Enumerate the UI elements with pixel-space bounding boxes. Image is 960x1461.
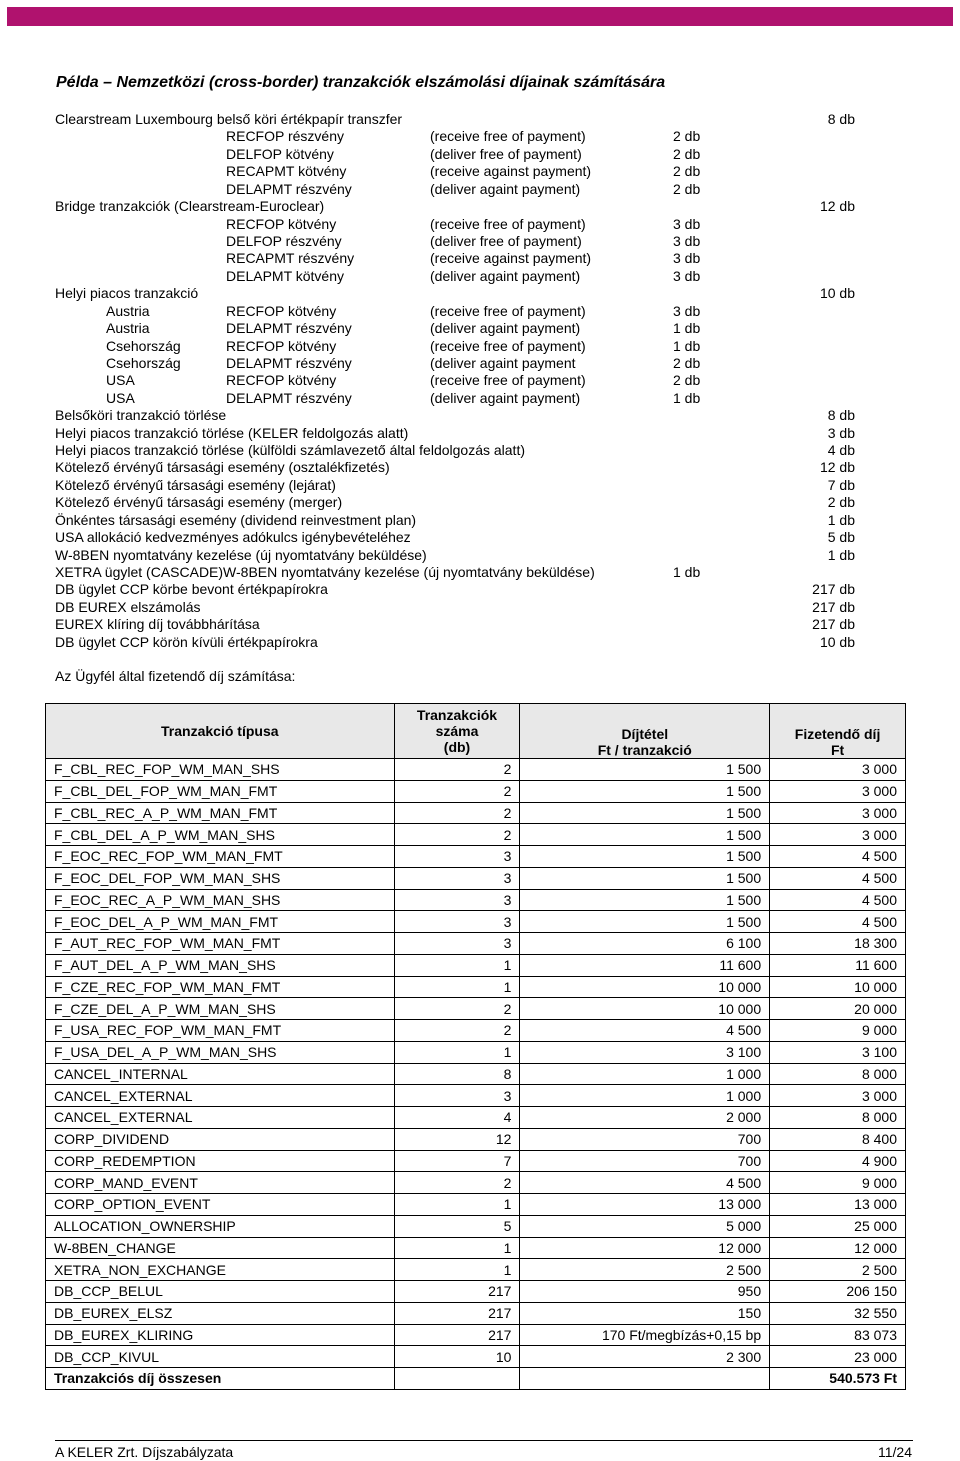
transaction-row <box>0 146 900 163</box>
section-label: Helyi piacos tranzakció <box>55 285 199 302</box>
fee-rate-cell: 2 000 <box>520 1107 770 1129</box>
transaction-label: Kötelező érvényű társasági esemény (lejárat) <box>55 476 336 493</box>
fee-rate-cell: 1 000 <box>520 1063 770 1085</box>
transaction-type-cell: CANCEL_EXTERNAL <box>46 1107 395 1129</box>
transaction-count: 1 db <box>673 337 701 354</box>
header-line: Ft <box>830 742 845 758</box>
fee-rate-cell: 1 500 <box>520 780 770 802</box>
other-transaction-row <box>0 459 900 476</box>
fee-total-row <box>46 1368 906 1390</box>
transaction-description: (deliver againt payment) <box>430 389 581 406</box>
fee-payable-cell: 32 550 <box>770 1302 906 1324</box>
fee-rate-cell: 150 <box>520 1302 770 1324</box>
transaction-count-cell: 217 <box>394 1324 520 1346</box>
section-label: Clearstream Luxembourg belső köri értékpapír transzfer <box>55 111 403 127</box>
transaction-total: 8 db <box>827 407 855 424</box>
fee-rate-cell: 1 500 <box>520 889 770 911</box>
fee-payable-cell: 3 000 <box>770 802 906 824</box>
transaction-type-cell: F_CZE_DEL_A_P_WM_MAN_SHS <box>46 998 395 1020</box>
other-transaction-row <box>0 442 900 459</box>
transaction-type: DELFOP részvény <box>226 232 342 249</box>
transaction-total: 12 db <box>819 459 855 476</box>
table-row <box>46 933 906 955</box>
other-transaction-row <box>0 425 900 442</box>
transaction-total: 217 db <box>812 598 855 615</box>
country-name: Csehország <box>106 337 181 354</box>
fee-rate-cell: 1 500 <box>520 802 770 824</box>
transaction-total: 3 db <box>827 424 855 441</box>
table-row <box>46 998 906 1020</box>
transaction-row <box>0 250 900 267</box>
table-row <box>46 1172 906 1194</box>
transaction-description: (deliver againt payment) <box>430 267 581 284</box>
transaction-count: 2 db <box>673 145 701 162</box>
transaction-count-cell: 1 <box>394 1259 520 1281</box>
fee-rate-cell: 1 500 <box>520 846 770 868</box>
transaction-type-cell: F_EOC_DEL_FOP_WM_MAN_SHS <box>46 867 395 889</box>
header-line: (db) <box>443 739 471 755</box>
table-row <box>46 1237 906 1259</box>
transaction-type-cell: F_CBL_DEL_A_P_WM_MAN_SHS <box>46 824 395 846</box>
transaction-type-cell: F_EOC_REC_A_P_WM_MAN_SHS <box>46 889 395 911</box>
transaction-type-cell: CANCEL_EXTERNAL <box>46 1085 395 1107</box>
transaction-type: RECFOP kötvény <box>226 337 337 354</box>
transaction-count-cell: 1 <box>394 1041 520 1063</box>
fee-payable-cell: 4 500 <box>770 867 906 889</box>
transaction-total: 1 db <box>827 511 855 528</box>
transaction-label: EUREX klíring díj továbbhárítása <box>55 616 260 633</box>
transaction-count-cell: 2 <box>394 1172 520 1194</box>
header-line: Tranzakció típusa <box>161 723 279 739</box>
fee-payable-cell: 206 150 <box>770 1281 906 1303</box>
fee-payable-cell: 13 000 <box>770 1194 906 1216</box>
transaction-label: XETRA ügylet (CASCADE)W-8BEN nyomtatvány kezelése (új nyomtatvány beküldése) <box>55 563 595 580</box>
transaction-description: (receive free of payment) <box>430 302 586 319</box>
transaction-count-cell: 4 <box>394 1107 520 1129</box>
country-name: Austria <box>106 302 150 319</box>
other-transaction-row <box>0 599 900 616</box>
header-line: Ft / tranzakció <box>597 742 692 758</box>
fee-payable-cell: 9 000 <box>770 1172 906 1194</box>
total-empty-cell <box>520 1368 770 1390</box>
transaction-type-cell: F_EOC_DEL_A_P_WM_MAN_FMT <box>46 911 395 933</box>
table-row <box>46 1215 906 1237</box>
fee-rate-cell: 6 100 <box>520 933 770 955</box>
fee-rate-cell: 950 <box>520 1281 770 1303</box>
fee-payable-cell: 8 000 <box>770 1107 906 1129</box>
transaction-count-cell: 217 <box>394 1302 520 1324</box>
transaction-count-cell: 3 <box>394 1085 520 1107</box>
transaction-row <box>0 338 900 355</box>
transaction-row <box>0 355 900 372</box>
transaction-type-cell: F_USA_REC_FOP_WM_MAN_FMT <box>46 1020 395 1042</box>
table-row <box>46 1107 906 1129</box>
transaction-count-cell: 8 <box>394 1063 520 1085</box>
transaction-label: Helyi piacos tranzakció törlése (külföldi számlavezető által feldolgozás alatt) <box>55 442 525 458</box>
transaction-total: 217 db <box>812 616 855 633</box>
transaction-type: RECFOP kötvény <box>226 215 337 232</box>
other-transaction-row <box>0 477 900 494</box>
table-row <box>46 911 906 933</box>
transaction-count-cell: 5 <box>394 1215 520 1237</box>
transaction-description: (receive free of payment) <box>430 337 586 354</box>
fee-table-header <box>46 704 906 759</box>
transaction-count-cell: 3 <box>394 933 520 955</box>
fee-rate-cell: 11 600 <box>520 954 770 976</box>
transaction-row <box>0 390 900 407</box>
transaction-type: DELAPMT részvény <box>226 180 352 197</box>
fee-payable-cell: 10 000 <box>770 976 906 998</box>
transaction-type-cell: F_CBL_DEL_FOP_WM_MAN_FMT <box>46 780 395 802</box>
header-accent-bar <box>7 7 953 26</box>
fee-payable-cell: 3 000 <box>770 824 906 846</box>
fee-payable-cell: 23 000 <box>770 1346 906 1368</box>
transaction-count-cell: 2 <box>394 998 520 1020</box>
table-row <box>46 1281 906 1303</box>
transaction-type: RECFOP kötvény <box>226 302 337 319</box>
footer-page-number: 11/24 <box>878 1444 912 1460</box>
table-row <box>46 824 906 846</box>
header-transaction-type <box>46 704 395 759</box>
transaction-row <box>0 268 900 285</box>
fee-table-body <box>46 759 906 1368</box>
transaction-description: (receive free of payment) <box>430 128 586 145</box>
fee-payable-cell: 11 600 <box>770 954 906 976</box>
transaction-type: DELAPMT részvény <box>226 389 352 406</box>
fee-payable-cell: 83 073 <box>770 1324 906 1346</box>
table-row <box>46 889 906 911</box>
transaction-description: (deliver free of payment) <box>430 232 582 249</box>
fee-payable-cell: 9 000 <box>770 1020 906 1042</box>
fee-rate-cell: 4 500 <box>520 1172 770 1194</box>
transaction-type-cell: F_AUT_REC_FOP_WM_MAN_FMT <box>46 933 395 955</box>
fee-rate-cell: 700 <box>520 1150 770 1172</box>
fee-payable-cell: 4 500 <box>770 911 906 933</box>
fee-payable-cell: 4 500 <box>770 846 906 868</box>
transaction-type: DELAPMT részvény <box>226 320 352 336</box>
transaction-count-cell: 1 <box>394 1194 520 1216</box>
section-total: 12 db <box>819 198 855 215</box>
fee-payable-cell: 3 000 <box>770 780 906 802</box>
fee-rate-cell: 3 100 <box>520 1041 770 1063</box>
fee-payable-cell: 18 300 <box>770 933 906 955</box>
transaction-row <box>0 372 900 389</box>
transaction-label: Helyi piacos tranzakció törlése (KELER feldolgozás alatt) <box>55 424 409 441</box>
table-row <box>46 1085 906 1107</box>
fee-payable-cell: 25 000 <box>770 1215 906 1237</box>
transaction-row <box>0 216 900 233</box>
other-transaction-row <box>0 616 900 633</box>
transaction-label: Belsőköri tranzakció törlése <box>55 407 227 424</box>
transaction-type-cell: F_CBL_REC_FOP_WM_MAN_SHS <box>46 759 395 781</box>
header-fee-payable <box>770 704 906 759</box>
total-empty-cell <box>394 1368 520 1390</box>
transaction-type-cell: F_CZE_REC_FOP_WM_MAN_FMT <box>46 976 395 998</box>
table-row <box>46 1020 906 1042</box>
transaction-count: 3 db <box>673 302 701 319</box>
transaction-count: 2 db <box>673 163 701 180</box>
transaction-count-cell: 2 <box>394 824 520 846</box>
section-header-local <box>0 285 900 302</box>
header-line: száma <box>435 723 479 739</box>
header-line: Díjtétel <box>621 726 669 742</box>
section-label: Bridge tranzakciók (Clearstream-Euroclear) <box>55 198 325 215</box>
table-row <box>46 1259 906 1281</box>
table-row <box>46 1128 906 1150</box>
page-title: Példa – Nemzetközi (cross-border) tranzakciók elszámolási díjainak számítására <box>56 74 666 91</box>
fee-calculation-subtitle: Az Ügyfél által fizetendő díj számítása: <box>55 668 296 684</box>
transaction-label: Kötelező érvényű társasági esemény (osztalékfizetés) <box>55 459 390 476</box>
header-transaction-count <box>394 704 520 759</box>
other-transaction-row <box>0 407 900 424</box>
header-line: Tranzakciók <box>416 707 498 723</box>
transaction-count-cell: 3 <box>394 867 520 889</box>
fee-payable-cell: 12 000 <box>770 1237 906 1259</box>
transaction-row <box>0 163 900 180</box>
transaction-count-cell: 3 <box>394 889 520 911</box>
transaction-total: 217 db <box>812 581 855 598</box>
transaction-type-cell: XETRA_NON_EXCHANGE <box>46 1259 395 1281</box>
transaction-description: (receive against payment) <box>430 163 592 180</box>
section-header-bridge <box>0 198 900 215</box>
transaction-type-cell: F_EOC_REC_FOP_WM_MAN_FMT <box>46 846 395 868</box>
transaction-count: 1 db <box>673 320 701 336</box>
table-row <box>46 1150 906 1172</box>
fee-rate-cell: 5 000 <box>520 1215 770 1237</box>
transaction-label: DB ügylet CCP körön kívüli értékpapírokra <box>55 633 318 650</box>
fee-table <box>45 703 906 1390</box>
country-name: USA <box>106 372 135 389</box>
transaction-type-cell: CORP_DIVIDEND <box>46 1128 395 1150</box>
transaction-label: W-8BEN nyomtatvány kezelése (új nyomtatvány beküldése) <box>55 546 427 563</box>
transaction-total: 1 db <box>827 546 855 563</box>
transaction-type-cell: DB_EUREX_KLIRING <box>46 1324 395 1346</box>
fee-rate-cell: 1 000 <box>520 1085 770 1107</box>
transaction-count-cell: 2 <box>394 780 520 802</box>
transaction-type: RECFOP részvény <box>226 128 344 145</box>
transaction-label: Kötelező érvényű társasági esemény (merger) <box>55 494 343 511</box>
country-name: Csehország <box>106 354 181 371</box>
transaction-type-cell: F_USA_DEL_A_P_WM_MAN_SHS <box>46 1041 395 1063</box>
transaction-label: DB ügylet CCP körbe bevont értékpapírokra <box>55 581 328 598</box>
table-row <box>46 1194 906 1216</box>
table-row <box>46 1346 906 1368</box>
transaction-count: 2 db <box>673 372 701 389</box>
transaction-label: DB EUREX elszámolás <box>55 598 201 615</box>
fee-payable-cell: 3 000 <box>770 1085 906 1107</box>
section-header-clearstream <box>0 111 900 128</box>
fee-payable-cell: 2 500 <box>770 1259 906 1281</box>
transaction-type-cell: W-8BEN_CHANGE <box>46 1237 395 1259</box>
table-row <box>46 1302 906 1324</box>
transaction-type-cell: DB_EUREX_ELSZ <box>46 1302 395 1324</box>
table-row <box>46 759 906 781</box>
total-value: 540.573 Ft <box>770 1368 906 1390</box>
transaction-total: 7 db <box>827 476 855 493</box>
transaction-type-cell: CORP_OPTION_EVENT <box>46 1194 395 1216</box>
country-name: USA <box>106 389 135 406</box>
transaction-count-cell: 12 <box>394 1128 520 1150</box>
table-row <box>46 1041 906 1063</box>
country-name: Austria <box>106 320 150 336</box>
transaction-count: 1 db <box>673 389 701 406</box>
transaction-count: 2 db <box>673 180 701 197</box>
transaction-type: DELAPMT kötvény <box>226 267 345 284</box>
fee-rate-cell: 1 500 <box>520 824 770 846</box>
fee-rate-cell: 2 300 <box>520 1346 770 1368</box>
transaction-type-cell: CORP_MAND_EVENT <box>46 1172 395 1194</box>
other-transaction-row <box>0 581 900 598</box>
fee-payable-cell: 3 100 <box>770 1041 906 1063</box>
transaction-row <box>0 233 900 250</box>
transaction-count-cell: 2 <box>394 802 520 824</box>
table-row <box>46 867 906 889</box>
transaction-description: (deliver againt payment <box>430 354 576 371</box>
transaction-type-cell: CORP_REDEMPTION <box>46 1150 395 1172</box>
transaction-count-cell: 2 <box>394 1020 520 1042</box>
transaction-count-cell: 1 <box>394 1237 520 1259</box>
transaction-type: RECAPMT kötvény <box>226 163 347 180</box>
table-row <box>46 1324 906 1346</box>
transaction-type-cell: ALLOCATION_OWNERSHIP <box>46 1215 395 1237</box>
transaction-count-cell: 217 <box>394 1281 520 1303</box>
header-fee-rate <box>520 704 770 759</box>
transaction-count-cell: 10 <box>394 1346 520 1368</box>
header-line: Fizetendő díj <box>794 726 881 742</box>
transaction-count: 3 db <box>673 267 701 284</box>
transaction-total: 2 db <box>827 494 855 511</box>
other-transaction-row <box>0 634 900 651</box>
transaction-description: (receive against payment) <box>430 250 592 267</box>
fee-rate-cell: 1 500 <box>520 759 770 781</box>
transaction-row <box>0 320 900 337</box>
transaction-type-cell: CANCEL_INTERNAL <box>46 1063 395 1085</box>
other-transaction-row <box>0 512 900 529</box>
footer-document-title: A KELER Zrt. Díjszabályzata <box>55 1444 234 1460</box>
fee-payable-cell: 20 000 <box>770 998 906 1020</box>
transaction-count-cell: 7 <box>394 1150 520 1172</box>
other-transaction-row <box>0 529 900 546</box>
transaction-total: 5 db <box>827 529 855 546</box>
transaction-count: 3 db <box>673 215 701 232</box>
transaction-type: DELFOP kötvény <box>226 145 334 162</box>
fee-rate-cell: 1 500 <box>520 867 770 889</box>
other-transaction-row <box>0 547 900 564</box>
fee-rate-cell: 12 000 <box>520 1237 770 1259</box>
section-total: 8 db <box>827 111 855 127</box>
other-transaction-row <box>0 494 900 511</box>
fee-rate-cell: 170 Ft/megbízás+0,15 bp <box>520 1324 770 1346</box>
transaction-count: 2 db <box>673 128 701 145</box>
transaction-description: (receive free of payment) <box>430 215 586 232</box>
fee-payable-cell: 4 900 <box>770 1150 906 1172</box>
transaction-type: RECAPMT részvény <box>226 250 355 267</box>
transaction-count: 1 db <box>673 563 701 580</box>
other-transaction-row <box>0 564 900 581</box>
transaction-count-cell: 1 <box>394 976 520 998</box>
transaction-count-cell: 3 <box>394 846 520 868</box>
section-total: 10 db <box>819 285 855 302</box>
transaction-type: DELAPMT részvény <box>226 354 352 371</box>
fee-payable-cell: 4 500 <box>770 889 906 911</box>
transaction-type: RECFOP kötvény <box>226 372 337 389</box>
transaction-description: (deliver free of payment) <box>430 145 582 162</box>
transaction-count-cell: 1 <box>394 954 520 976</box>
transaction-type-cell: F_AUT_DEL_A_P_WM_MAN_SHS <box>46 954 395 976</box>
transaction-count-cell: 2 <box>394 759 520 781</box>
transaction-count: 3 db <box>673 232 701 249</box>
transaction-description: (deliver againt payment) <box>430 320 581 336</box>
total-label: Tranzakciós díj összesen <box>46 1368 395 1390</box>
transaction-total: 4 db <box>827 442 855 458</box>
fee-payable-cell: 8 000 <box>770 1063 906 1085</box>
fee-rate-cell: 10 000 <box>520 998 770 1020</box>
transaction-total: 10 db <box>819 633 855 650</box>
transaction-count-cell: 3 <box>394 911 520 933</box>
transaction-row <box>0 303 900 320</box>
table-row <box>46 1063 906 1085</box>
transaction-label: USA allokáció kedvezményes adókulcs igénybevételéhez <box>55 529 411 546</box>
fee-rate-cell: 700 <box>520 1128 770 1150</box>
transaction-description: (deliver againt payment) <box>430 180 581 197</box>
fee-rate-cell: 4 500 <box>520 1020 770 1042</box>
fee-rate-cell: 10 000 <box>520 976 770 998</box>
table-row <box>46 780 906 802</box>
fee-rate-cell: 1 500 <box>520 911 770 933</box>
transaction-row <box>0 128 900 145</box>
transaction-type-cell: F_CBL_REC_A_P_WM_MAN_FMT <box>46 802 395 824</box>
table-row <box>46 954 906 976</box>
transaction-label: Önkéntes társasági esemény (dividend reinvestment plan) <box>55 511 417 528</box>
fee-rate-cell: 2 500 <box>520 1259 770 1281</box>
fee-payable-cell: 8 400 <box>770 1128 906 1150</box>
transaction-type-cell: DB_CCP_KIVUL <box>46 1346 395 1368</box>
footer-divider <box>55 1440 913 1441</box>
transaction-type-cell: DB_CCP_BELUL <box>46 1281 395 1303</box>
fee-payable-cell: 3 000 <box>770 759 906 781</box>
fee-rate-cell: 13 000 <box>520 1194 770 1216</box>
transaction-row <box>0 181 900 198</box>
transaction-description: (receive free of payment) <box>430 372 586 389</box>
table-row <box>46 802 906 824</box>
transaction-count: 3 db <box>673 250 701 267</box>
table-row <box>46 846 906 868</box>
table-row <box>46 976 906 998</box>
transaction-count: 2 db <box>673 354 701 371</box>
